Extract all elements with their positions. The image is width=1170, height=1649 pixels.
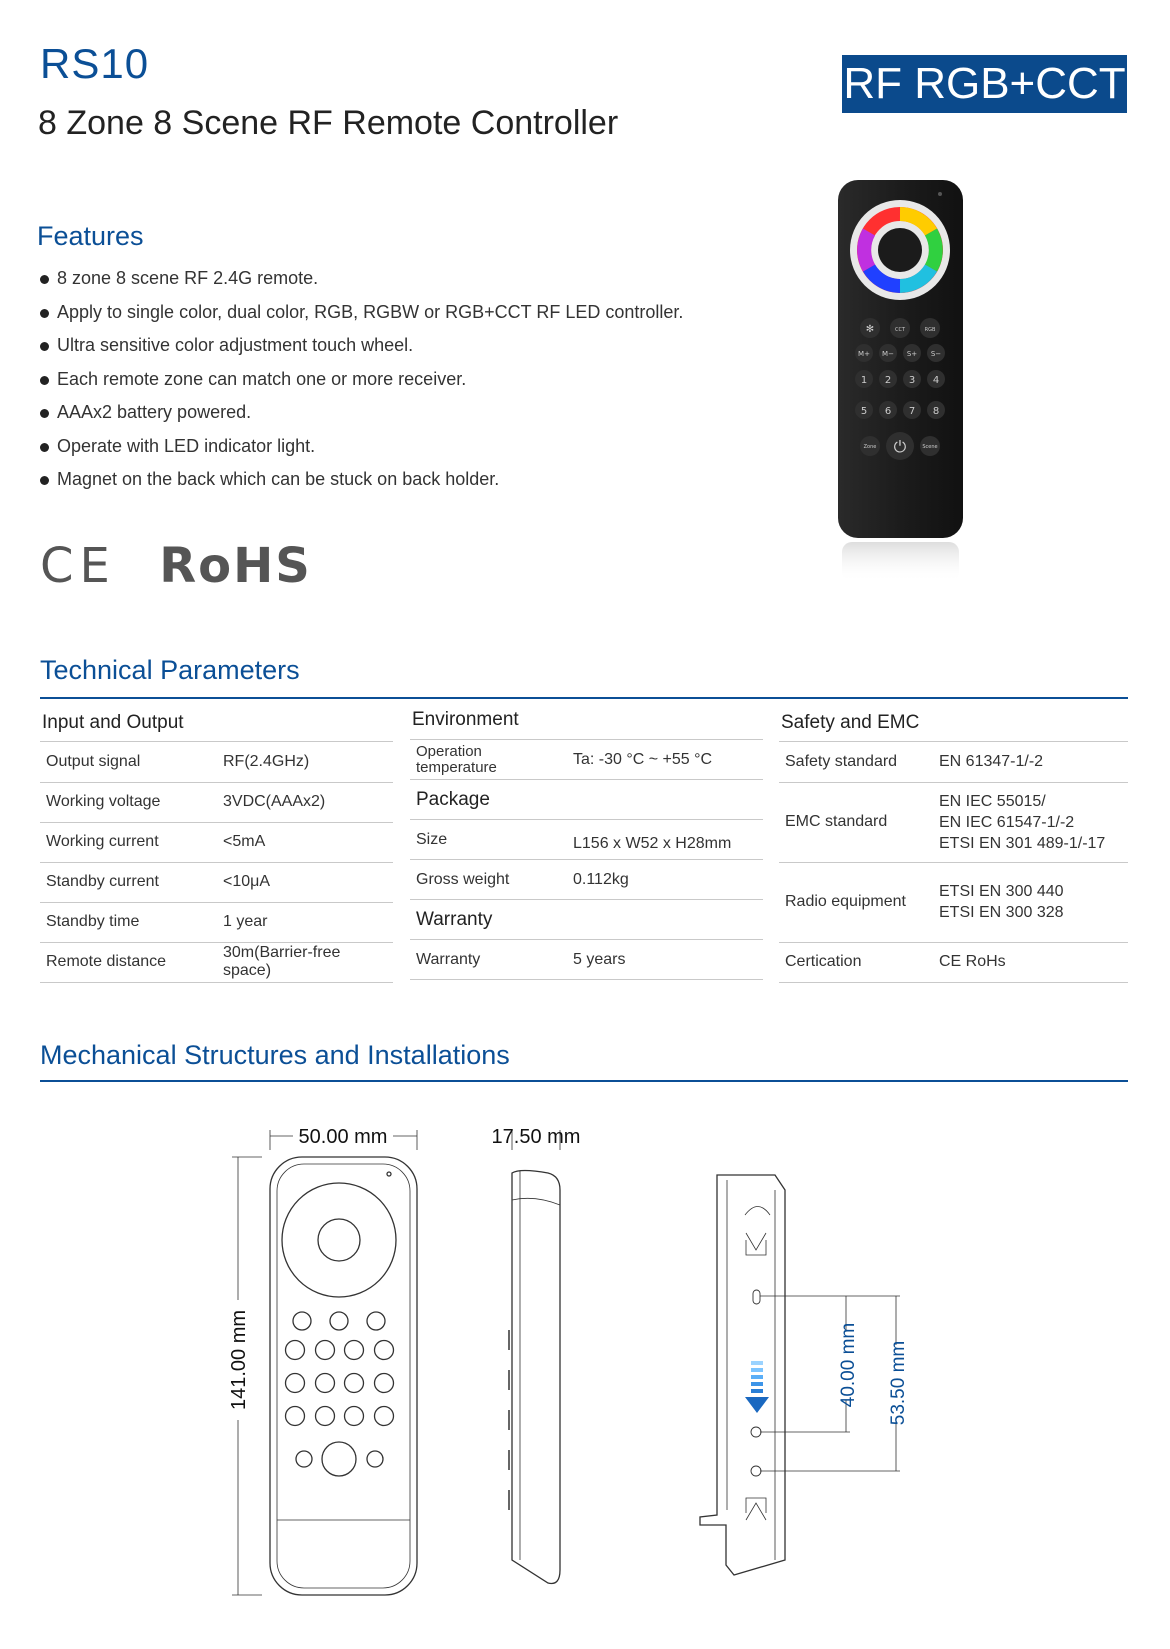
slide-down-arrow-icon	[745, 1361, 769, 1413]
svg-text:2: 2	[884, 375, 892, 386]
table-row: Standby current <10μA	[40, 862, 393, 902]
svg-text:Zone: Zone	[863, 444, 877, 450]
svg-text:8: 8	[932, 406, 940, 417]
svg-text:S−: S−	[930, 350, 942, 358]
product-type-badge: RF RGB+CCT	[842, 55, 1127, 113]
environment-column	[410, 706, 763, 980]
svg-text:✻: ✻	[865, 324, 875, 335]
feature-item: 8 zone 8 scene RF 2.4G remote.	[38, 268, 683, 302]
bullet-icon	[40, 376, 49, 385]
table-row: Warranty 5 years	[410, 940, 763, 980]
mechanical-drawing	[220, 1105, 920, 1605]
table-row: Remote distance 30m(Barrier-free space)	[40, 942, 393, 982]
bullet-icon	[40, 476, 49, 485]
svg-text:4: 4	[932, 375, 940, 386]
table-row: Output signal RF(2.4GHz)	[40, 742, 393, 782]
table-row: Certication CE RoHs	[779, 942, 1128, 982]
svg-text:6: 6	[884, 406, 892, 417]
bullet-icon	[40, 275, 49, 284]
depth-dimension: 17.50 mm	[491, 1126, 581, 1148]
table-row: EMC standard EN IEC 55015/ EN IEC 61547-1/-2 ETSI EN 301 489-1/-17	[779, 782, 1128, 862]
svg-text:3: 3	[908, 375, 916, 386]
table-row: Size L156 x W52 x H28mm	[410, 820, 763, 860]
svg-text:1: 1	[860, 375, 868, 386]
svg-text:5: 5	[860, 406, 868, 417]
certification-logos	[40, 538, 312, 594]
height-dimension: 141.00 mm	[228, 1309, 250, 1411]
model-number: RS10	[40, 40, 150, 87]
remote-photo	[828, 180, 973, 600]
svg-text:M−: M−	[882, 350, 894, 358]
input-output-table	[40, 742, 393, 983]
product-subtitle: 8 Zone 8 Scene RF Remote Controller	[38, 104, 619, 142]
bullet-icon	[40, 342, 49, 351]
svg-text:M+: M+	[858, 350, 870, 358]
table-subheading: Package	[410, 780, 763, 820]
feature-item: Ultra sensitive color adjustment touch wheel.	[38, 335, 683, 369]
table-subheading: Warranty	[410, 900, 763, 940]
table-row: Radio equipment ETSI EN 300 440 ETSI EN 300 328	[779, 862, 1128, 942]
safety-emc-column	[779, 706, 1128, 983]
button-row-1	[860, 318, 940, 338]
feature-item: Apply to single color, dual color, RGB, RGBW or RGB+CCT RF LED controller.	[38, 302, 683, 336]
features-list	[38, 268, 683, 503]
side-view	[509, 1171, 560, 1584]
svg-text:Scene: Scene	[922, 444, 938, 450]
section-divider	[40, 1080, 1128, 1082]
svg-text:RGB: RGB	[924, 327, 936, 333]
feature-item: Each remote zone can match one or more receiver.	[38, 369, 683, 403]
svg-text:7: 7	[908, 406, 916, 417]
bullet-icon	[40, 443, 49, 452]
column-heading: Input and Output	[40, 706, 393, 742]
table-row: Working current <5mA	[40, 822, 393, 862]
environment-table	[410, 739, 763, 980]
svg-text:S+: S+	[906, 350, 918, 358]
table-row: Gross weight 0.112kg	[410, 860, 763, 900]
bullet-icon	[40, 409, 49, 418]
svg-text:CCT: CCT	[894, 327, 906, 333]
svg-text:⏻: ⏻	[893, 437, 907, 456]
width-dimension: 50.00 mm	[298, 1126, 388, 1148]
table-row: Operation temperature Ta: -30 °C ~ +55 °C	[410, 740, 763, 780]
feature-item: AAAx2 battery powered.	[38, 402, 683, 436]
bullet-icon	[40, 309, 49, 318]
mount-spacing-dimension: 53.50 mm	[888, 1340, 909, 1426]
section-divider	[40, 697, 1128, 699]
mechanical-heading: Mechanical Structures and Installations	[40, 1040, 510, 1070]
column-heading: Safety and EMC	[779, 706, 1128, 742]
rohs-logo: RoHS	[159, 538, 312, 594]
table-row: Safety standard EN 61347-1/-2	[779, 742, 1128, 782]
back-holder-view	[700, 1175, 900, 1575]
feature-item: Magnet on the back which can be stuck on back holder.	[38, 469, 683, 503]
column-heading: Environment	[412, 709, 519, 730]
remote-reflection	[842, 542, 959, 582]
input-output-column	[40, 706, 393, 983]
table-row: Working voltage 3VDC(AAAx2)	[40, 782, 393, 822]
table-row: Standby time 1 year	[40, 902, 393, 942]
feature-item: Operate with LED indicator light.	[38, 436, 683, 470]
ce-mark-icon: CE	[40, 538, 116, 594]
features-heading: Features	[37, 221, 144, 251]
front-view	[270, 1157, 417, 1595]
hole-spacing-dimension: 40.00 mm	[838, 1322, 859, 1408]
safety-emc-table	[779, 742, 1128, 983]
technical-parameters-heading: Technical Parameters	[40, 655, 300, 685]
